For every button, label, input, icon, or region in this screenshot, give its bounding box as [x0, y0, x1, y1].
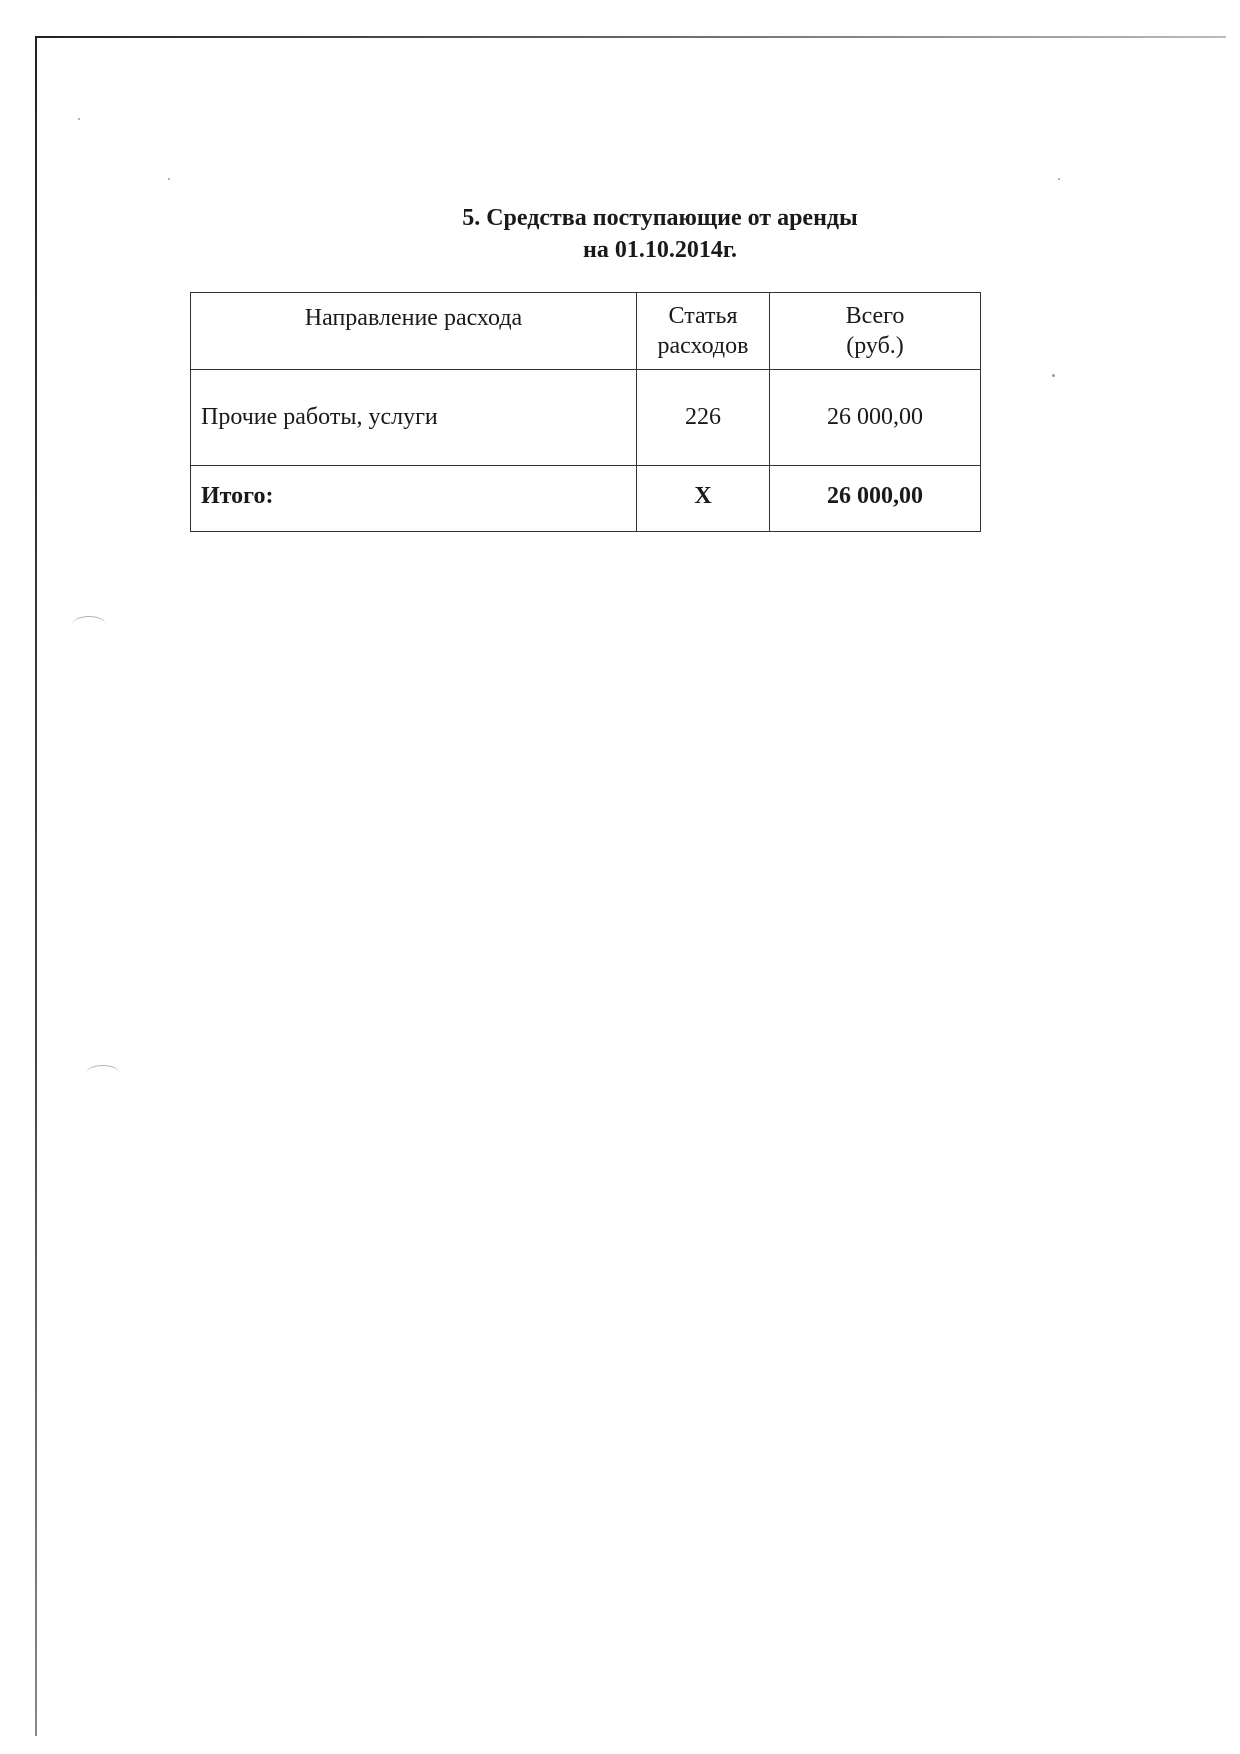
header-article [637, 293, 770, 370]
row-direction: Прочие работы, услуги [191, 370, 637, 466]
row-article: 226 [637, 370, 770, 466]
table-row [191, 370, 981, 466]
punch-hole-mark [86, 1065, 120, 1082]
scan-speck [78, 118, 80, 120]
total-amount: 26 000,00 [770, 466, 981, 532]
scan-edge-left [35, 36, 37, 1736]
scan-edge-top [36, 36, 1226, 38]
header-direction: Направление расхода [191, 293, 637, 370]
total-article: Х [637, 466, 770, 532]
document-title: 5. Средства поступающие от аренды [462, 205, 858, 231]
total-label: Итого: [191, 466, 637, 532]
scan-speck [1052, 374, 1055, 377]
header-article-line2: расходов [657, 333, 749, 359]
header-total-line2: (руб.) [846, 333, 904, 359]
header-total [770, 293, 981, 370]
scan-speck [168, 178, 170, 180]
row-total: 26 000,00 [770, 370, 981, 466]
table-header-row [191, 293, 981, 370]
document-subtitle: на 01.10.2014г. [582, 237, 738, 263]
header-total-line1: Всего [845, 303, 905, 329]
scan-speck [1058, 178, 1060, 180]
rent-funds-table [190, 292, 981, 532]
header-article-line1: Статья [668, 303, 738, 329]
table-total-row [191, 466, 981, 532]
punch-hole-mark [72, 616, 106, 633]
